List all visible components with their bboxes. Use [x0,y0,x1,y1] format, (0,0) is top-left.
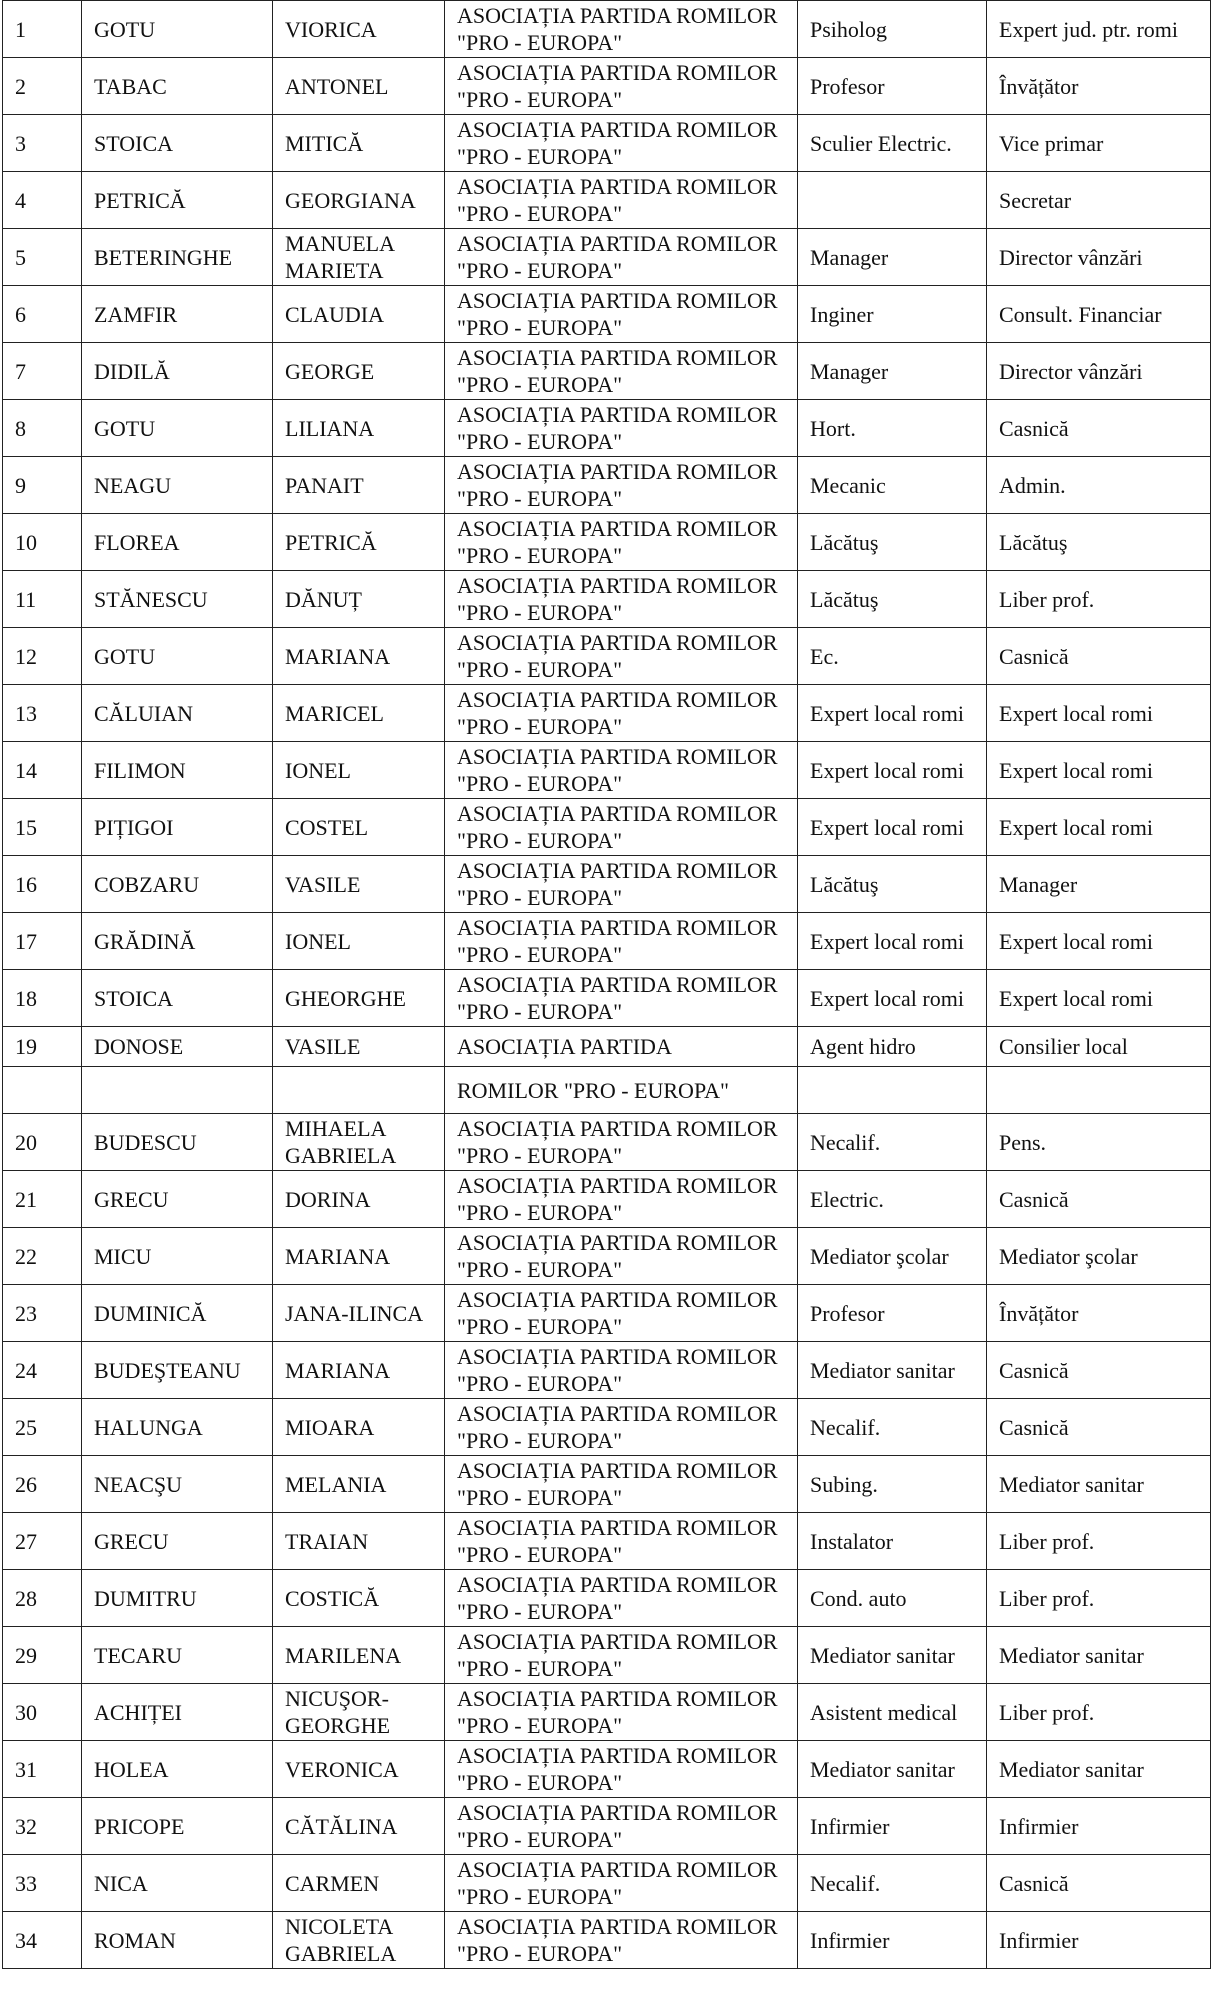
members-table-body [3,1,1211,1969]
cell-first-name: JANA-ILINCA [273,1285,445,1342]
table-row [3,343,1211,400]
cell-row-number: 8 [3,400,82,457]
cell-first-name: IONEL [273,913,445,970]
cell-organization: ASOCIAȚIA PARTIDA ROMILOR "PRO - EUROPA" [445,799,798,856]
cell-row-number: 7 [3,343,82,400]
cell-last-name [82,1067,273,1114]
cell-last-name: GOTU [82,628,273,685]
cell-last-name: STOICA [82,115,273,172]
cell-last-name: BETERINGHE [82,229,273,286]
cell-organization: ASOCIAȚIA PARTIDA ROMILOR "PRO - EUROPA" [445,58,798,115]
cell-occupation: Liber prof. [987,571,1211,628]
cell-organization: ASOCIAȚIA PARTIDA ROMILOR "PRO - EUROPA" [445,286,798,343]
table-row [3,1627,1211,1684]
table-row [3,1798,1211,1855]
cell-row-number: 34 [3,1912,82,1969]
table-row [3,400,1211,457]
cell-row-number: 27 [3,1513,82,1570]
cell-row-number: 12 [3,628,82,685]
cell-first-name: MIHAELA GABRIELA [273,1114,445,1171]
cell-first-name: MARILENA [273,1627,445,1684]
cell-last-name: DIDILĂ [82,343,273,400]
cell-first-name: MELANIA [273,1456,445,1513]
cell-profession: Necalif. [798,1399,987,1456]
cell-organization: ASOCIAȚIA PARTIDA ROMILOR "PRO - EUROPA" [445,1798,798,1855]
cell-last-name: TECARU [82,1627,273,1684]
cell-last-name: NICA [82,1855,273,1912]
cell-row-number: 15 [3,799,82,856]
cell-organization: ASOCIAȚIA PARTIDA ROMILOR "PRO - EUROPA" [445,1114,798,1171]
cell-last-name: ROMAN [82,1912,273,1969]
cell-organization: ASOCIAȚIA PARTIDA ROMILOR "PRO - EUROPA" [445,1855,798,1912]
cell-last-name: FLOREA [82,514,273,571]
cell-first-name: PETRICĂ [273,514,445,571]
cell-profession: Mediator şcolar [798,1228,987,1285]
cell-row-number: 33 [3,1855,82,1912]
cell-last-name: GRECU [82,1513,273,1570]
cell-last-name: BUDESCU [82,1114,273,1171]
cell-occupation: Învățător [987,1285,1211,1342]
cell-profession: Profesor [798,1285,987,1342]
table-row [3,856,1211,913]
table-row [3,1855,1211,1912]
cell-row-number: 1 [3,1,82,58]
cell-organization: ASOCIAȚIA PARTIDA ROMILOR "PRO - EUROPA" [445,514,798,571]
cell-occupation: Învățător [987,58,1211,115]
cell-first-name: NICOLETA GABRIELA [273,1912,445,1969]
table-row [3,1027,1211,1067]
cell-last-name: ACHIȚEI [82,1684,273,1741]
cell-first-name: VASILE [273,856,445,913]
cell-row-number: 29 [3,1627,82,1684]
cell-first-name: NICUŞOR-GEORGHE [273,1684,445,1741]
cell-first-name: MARICEL [273,685,445,742]
table-row [3,1285,1211,1342]
cell-row-number: 9 [3,457,82,514]
cell-row-number: 11 [3,571,82,628]
cell-occupation: Expert local romi [987,913,1211,970]
cell-first-name: GEORGE [273,343,445,400]
table-row [3,1684,1211,1741]
cell-first-name: VIORICA [273,1,445,58]
cell-occupation: Mediator sanitar [987,1456,1211,1513]
cell-last-name: TABAC [82,58,273,115]
cell-first-name: ANTONEL [273,58,445,115]
cell-row-number: 30 [3,1684,82,1741]
cell-occupation: Mediator sanitar [987,1741,1211,1798]
cell-occupation: Casnică [987,1399,1211,1456]
cell-occupation: Casnică [987,628,1211,685]
cell-profession: Mecanic [798,457,987,514]
cell-profession: Infirmier [798,1912,987,1969]
cell-first-name: PANAIT [273,457,445,514]
cell-organization: ASOCIAȚIA PARTIDA ROMILOR "PRO - EUROPA" [445,1342,798,1399]
cell-last-name: PRICOPE [82,1798,273,1855]
cell-profession: Sculier Electric. [798,115,987,172]
cell-last-name: COBZARU [82,856,273,913]
cell-profession: Expert local romi [798,913,987,970]
cell-profession: Expert local romi [798,970,987,1027]
cell-last-name: NEAGU [82,457,273,514]
cell-occupation: Expert local romi [987,799,1211,856]
cell-organization: ROMILOR "PRO - EUROPA" [445,1067,798,1114]
cell-first-name: MARIANA [273,1228,445,1285]
cell-occupation: Admin. [987,457,1211,514]
cell-organization: ASOCIAȚIA PARTIDA ROMILOR "PRO - EUROPA" [445,685,798,742]
cell-profession: Electric. [798,1171,987,1228]
cell-first-name: VERONICA [273,1741,445,1798]
cell-first-name: COSTEL [273,799,445,856]
cell-last-name: DONOSE [82,1027,273,1067]
cell-organization: ASOCIAȚIA PARTIDA ROMILOR "PRO - EUROPA" [445,571,798,628]
cell-first-name [273,1067,445,1114]
cell-organization: ASOCIAȚIA PARTIDA ROMILOR "PRO - EUROPA" [445,457,798,514]
cell-profession: Subing. [798,1456,987,1513]
cell-occupation: Mediator sanitar [987,1627,1211,1684]
cell-row-number: 5 [3,229,82,286]
cell-occupation: Expert local romi [987,742,1211,799]
cell-last-name: STOICA [82,970,273,1027]
cell-organization: ASOCIAȚIA PARTIDA ROMILOR "PRO - EUROPA" [445,742,798,799]
cell-row-number: 20 [3,1114,82,1171]
cell-first-name: MITICĂ [273,115,445,172]
cell-profession: Mediator sanitar [798,1342,987,1399]
cell-last-name: HALUNGA [82,1399,273,1456]
cell-occupation: Expert jud. ptr. romi [987,1,1211,58]
cell-row-number: 32 [3,1798,82,1855]
cell-first-name: TRAIAN [273,1513,445,1570]
table-row [3,514,1211,571]
cell-row-number: 22 [3,1228,82,1285]
cell-last-name: HOLEA [82,1741,273,1798]
cell-last-name: CĂLUIAN [82,685,273,742]
cell-row-number: 18 [3,970,82,1027]
cell-profession: Inginer [798,286,987,343]
cell-profession: Infirmier [798,1798,987,1855]
cell-occupation: Director vânzări [987,343,1211,400]
cell-occupation: Liber prof. [987,1513,1211,1570]
cell-organization: ASOCIAȚIA PARTIDA ROMILOR "PRO - EUROPA" [445,1456,798,1513]
table-row [3,1912,1211,1969]
cell-profession: Expert local romi [798,685,987,742]
cell-organization: ASOCIAȚIA PARTIDA ROMILOR "PRO - EUROPA" [445,1912,798,1969]
table-row [3,1570,1211,1627]
cell-last-name: MICU [82,1228,273,1285]
cell-profession: Psiholog [798,1,987,58]
cell-occupation: Expert local romi [987,685,1211,742]
cell-last-name: PETRICĂ [82,172,273,229]
cell-profession: Expert local romi [798,742,987,799]
cell-row-number: 6 [3,286,82,343]
cell-profession: Agent hidro [798,1027,987,1067]
table-row [3,799,1211,856]
cell-occupation: Mediator şcolar [987,1228,1211,1285]
cell-organization: ASOCIAȚIA PARTIDA ROMILOR "PRO - EUROPA" [445,628,798,685]
cell-occupation: Liber prof. [987,1684,1211,1741]
cell-first-name: MARIANA [273,628,445,685]
cell-profession [798,172,987,229]
cell-profession: Cond. auto [798,1570,987,1627]
table-row [3,1741,1211,1798]
cell-profession [798,1067,987,1114]
cell-organization: ASOCIAȚIA PARTIDA ROMILOR "PRO - EUROPA" [445,1513,798,1570]
cell-row-number: 28 [3,1570,82,1627]
cell-profession: Lăcătuş [798,856,987,913]
cell-row-number: 25 [3,1399,82,1456]
cell-occupation: Pens. [987,1114,1211,1171]
cell-profession: Ec. [798,628,987,685]
cell-profession: Mediator sanitar [798,1627,987,1684]
cell-last-name: PIȚIGOI [82,799,273,856]
table-row-continuation [3,1067,1211,1114]
cell-organization: ASOCIAȚIA PARTIDA ROMILOR "PRO - EUROPA" [445,400,798,457]
cell-first-name: GHEORGHE [273,970,445,1027]
cell-first-name: MIOARA [273,1399,445,1456]
cell-last-name: DUMINICĂ [82,1285,273,1342]
table-row [3,1513,1211,1570]
cell-occupation: Expert local romi [987,970,1211,1027]
cell-first-name: LILIANA [273,400,445,457]
cell-organization: ASOCIAȚIA PARTIDA ROMILOR "PRO - EUROPA" [445,115,798,172]
cell-organization: ASOCIAȚIA PARTIDA ROMILOR "PRO - EUROPA" [445,1741,798,1798]
cell-occupation: Manager [987,856,1211,913]
table-row [3,457,1211,514]
cell-row-number: 4 [3,172,82,229]
cell-organization: ASOCIAȚIA PARTIDA ROMILOR "PRO - EUROPA" [445,229,798,286]
cell-profession: Mediator sanitar [798,1741,987,1798]
cell-row-number: 21 [3,1171,82,1228]
cell-profession: Asistent medical [798,1684,987,1741]
table-row [3,742,1211,799]
table-row [3,286,1211,343]
cell-organization: ASOCIAȚIA PARTIDA ROMILOR "PRO - EUROPA" [445,1285,798,1342]
cell-row-number: 24 [3,1342,82,1399]
cell-last-name: GOTU [82,400,273,457]
cell-occupation: Director vânzări [987,229,1211,286]
cell-first-name: MANUELA MARIETA [273,229,445,286]
cell-last-name: NEACŞU [82,1456,273,1513]
cell-first-name: GEORGIANA [273,172,445,229]
cell-profession: Necalif. [798,1114,987,1171]
cell-occupation: Liber prof. [987,1570,1211,1627]
cell-profession: Lăcătuş [798,571,987,628]
cell-row-number: 31 [3,1741,82,1798]
table-row [3,628,1211,685]
cell-profession: Expert local romi [798,799,987,856]
cell-organization: ASOCIAȚIA PARTIDA ROMILOR "PRO - EUROPA" [445,1399,798,1456]
cell-organization: ASOCIAȚIA PARTIDA ROMILOR "PRO - EUROPA" [445,1627,798,1684]
table-row [3,1114,1211,1171]
cell-row-number: 17 [3,913,82,970]
cell-organization: ASOCIAȚIA PARTIDA ROMILOR "PRO - EUROPA" [445,1228,798,1285]
cell-row-number: 26 [3,1456,82,1513]
table-row [3,685,1211,742]
table-row [3,115,1211,172]
cell-occupation: Consilier local [987,1027,1211,1067]
cell-profession: Lăcătuş [798,514,987,571]
cell-first-name: VASILE [273,1027,445,1067]
cell-organization: ASOCIAȚIA PARTIDA ROMILOR "PRO - EUROPA" [445,1570,798,1627]
cell-profession: Instalator [798,1513,987,1570]
cell-first-name: CĂTĂLINA [273,1798,445,1855]
cell-first-name: COSTICĂ [273,1570,445,1627]
table-row [3,913,1211,970]
cell-occupation: Vice primar [987,115,1211,172]
cell-organization: ASOCIAȚIA PARTIDA ROMILOR "PRO - EUROPA" [445,1171,798,1228]
cell-row-number: 16 [3,856,82,913]
cell-first-name: DĂNUȚ [273,571,445,628]
cell-organization: ASOCIAȚIA PARTIDA ROMILOR "PRO - EUROPA" [445,1,798,58]
cell-last-name: GRECU [82,1171,273,1228]
cell-organization: ASOCIAȚIA PARTIDA [445,1027,798,1067]
members-table [2,0,1211,1969]
cell-profession: Manager [798,343,987,400]
cell-occupation: Casnică [987,1342,1211,1399]
cell-last-name: ZAMFIR [82,286,273,343]
cell-last-name: GRĂDINĂ [82,913,273,970]
cell-occupation: Infirmier [987,1912,1211,1969]
cell-last-name: GOTU [82,1,273,58]
cell-occupation: Secretar [987,172,1211,229]
table-row [3,172,1211,229]
cell-profession: Profesor [798,58,987,115]
table-row [3,1228,1211,1285]
cell-occupation: Casnică [987,1171,1211,1228]
cell-row-number: 3 [3,115,82,172]
cell-last-name: BUDEŞTEANU [82,1342,273,1399]
cell-last-name: STĂNESCU [82,571,273,628]
table-row [3,1342,1211,1399]
cell-last-name: FILIMON [82,742,273,799]
cell-occupation [987,1067,1211,1114]
table-row [3,1456,1211,1513]
cell-occupation: Infirmier [987,1798,1211,1855]
cell-row-number: 10 [3,514,82,571]
table-row [3,1,1211,58]
cell-first-name: IONEL [273,742,445,799]
cell-first-name: DORINA [273,1171,445,1228]
cell-organization: ASOCIAȚIA PARTIDA ROMILOR "PRO - EUROPA" [445,856,798,913]
cell-first-name: MARIANA [273,1342,445,1399]
table-row [3,970,1211,1027]
cell-row-number: 23 [3,1285,82,1342]
cell-first-name: CLAUDIA [273,286,445,343]
cell-organization: ASOCIAȚIA PARTIDA ROMILOR "PRO - EUROPA" [445,172,798,229]
cell-profession: Necalif. [798,1855,987,1912]
cell-organization: ASOCIAȚIA PARTIDA ROMILOR "PRO - EUROPA" [445,1684,798,1741]
table-row [3,1399,1211,1456]
cell-occupation: Casnică [987,1855,1211,1912]
cell-row-number: 14 [3,742,82,799]
cell-occupation: Casnică [987,400,1211,457]
cell-last-name: DUMITRU [82,1570,273,1627]
cell-organization: ASOCIAȚIA PARTIDA ROMILOR "PRO - EUROPA" [445,913,798,970]
cell-profession: Manager [798,229,987,286]
cell-row-number: 2 [3,58,82,115]
table-row [3,58,1211,115]
table-row [3,571,1211,628]
cell-organization: ASOCIAȚIA PARTIDA ROMILOR "PRO - EUROPA" [445,343,798,400]
cell-organization: ASOCIAȚIA PARTIDA ROMILOR "PRO - EUROPA" [445,970,798,1027]
cell-row-number: 13 [3,685,82,742]
cell-occupation: Lăcătuş [987,514,1211,571]
cell-row-number: 19 [3,1027,82,1067]
cell-occupation: Consult. Financiar [987,286,1211,343]
cell-profession: Hort. [798,400,987,457]
table-row [3,229,1211,286]
cell-first-name: CARMEN [273,1855,445,1912]
cell-row-number [3,1067,82,1114]
table-row [3,1171,1211,1228]
